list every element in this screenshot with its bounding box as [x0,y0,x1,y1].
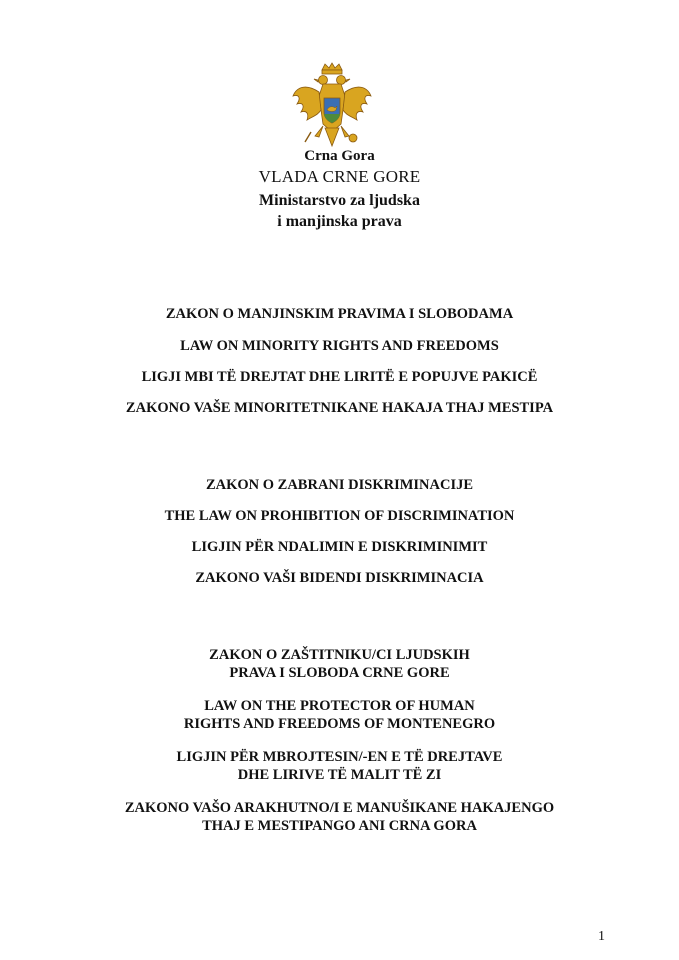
law-title [0,697,679,733]
law-title: ZAKON O ZABRANI DISKRIMINACIJE [205,477,474,493]
law-title-line: RIGHTS AND FREEDOMS OF MONTENEGRO [183,716,496,732]
law-title: THE LAW ON PROHIBITION OF DISCRIMINATION [164,508,515,524]
page-number: 1 [598,929,605,944]
government-name: VLADA CRNE GORE [258,167,421,186]
ministry-line-2: i manjinska prava [277,213,402,230]
coat-of-arms-icon [289,62,375,150]
law-title-line: LAW ON THE PROTECTOR OF HUMAN [204,698,475,714]
law-title: LIGJI MBI TË DREJTAT DHE LIRITË E POPUJVE PAKICË [141,369,538,385]
law-title-line: ZAKON O ZAŠTITNIKU/CI LJUDSKIH [209,647,470,663]
law-title: LAW ON MINORITY RIGHTS AND FREEDOMS [180,338,499,354]
law-title: ZAKON O MANJINSKIM PRAVIMA I SLOBODAMA [165,306,514,322]
law-title: ZAKONO VAŠE MINORITETNIKANE HAKAJA THAJ MESTIPA [125,400,554,416]
law-title [0,646,679,682]
law-title [0,799,679,835]
ministry-line-1: Ministarstvo za ljudska [259,192,420,209]
law-title: LIGJIN PËR NDALIMIN E DISKRIMINIMIT [191,539,488,555]
law-title-line: THAJ E MESTIPANGO ANI CRNA GORA [202,818,477,834]
law-title-line: ZAKONO VAŠO ARAKHUTNO/I E MANUŠIKANE HAKAJENGO [124,800,555,816]
law-title-line: LIGJIN PËR MBROJTESIN/-EN E TË DREJTAVE [176,749,503,765]
country-name: Crna Gora [304,148,375,164]
law-title-line: PRAVA I SLOBODA CRNE GORE [229,665,450,681]
law-title: ZAKONO VAŠI BIDENDI DISKRIMINACIA [195,570,484,586]
ministry-name [0,190,679,232]
law-title-line: DHE LIRIVE TË MALIT TË ZI [237,767,442,783]
law-title [0,748,679,784]
